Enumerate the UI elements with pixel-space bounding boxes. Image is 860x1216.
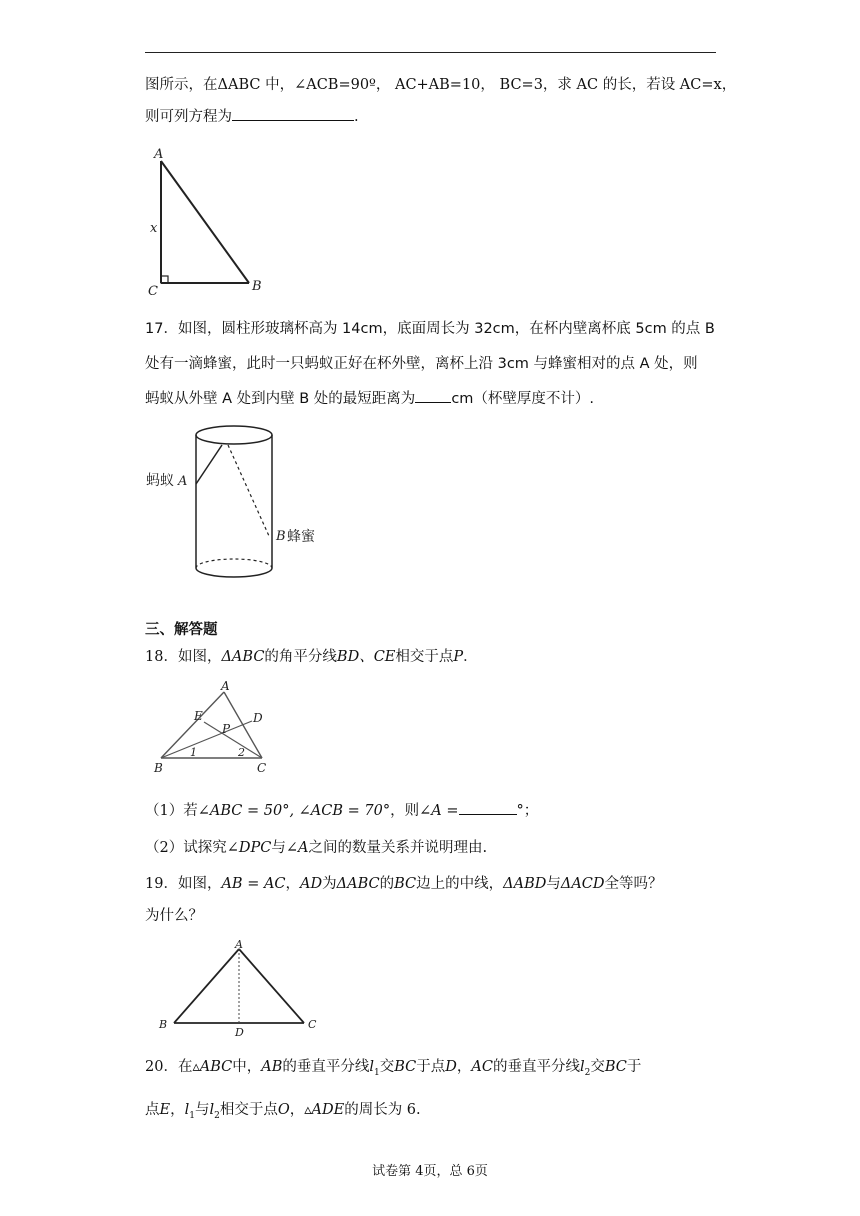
q16-right-angle-mark [161,276,168,283]
q16-label-c: C [148,284,158,299]
q20-l2-d: 相交于点 [219,1102,278,1118]
q18-label-b: B [154,761,163,775]
q20-bc: BC [394,1059,417,1075]
q18-part-1 [145,800,538,821]
q18-p1-a: （1）若 [145,803,198,819]
q20-l2-e: ， [289,1102,305,1118]
q16-figure [140,145,270,299]
section-3-title: 三、解答题 [145,622,218,638]
q20-c: 的垂直平分线 [282,1059,370,1075]
q18-tri: ΔABC [221,649,265,665]
q20-a: 20．在 [145,1059,193,1075]
q16-answer-blank [232,106,354,121]
q18-p1-c: ∠A = [419,803,459,819]
q19-e: 边上的中线， [416,876,504,892]
q19-line-2: 为什么？ [145,908,203,924]
header-rule [145,52,716,53]
q20-l2: l [580,1059,585,1075]
q19-side-ab [174,949,239,1023]
q18-p2-d: ∠A [285,840,309,856]
q20-E: E [159,1102,171,1118]
q18-p2-e: 之间的数量关系并说明理由. [308,840,488,856]
q20-l2-a: 点 [145,1102,160,1118]
q18-bisector-ce [204,722,262,758]
q20-line2-l2: l [209,1102,215,1118]
q20-line2-l1: l [184,1102,190,1118]
q17-bottom-front-arc [196,568,272,577]
q18-p2-b: ∠DPC [226,840,272,856]
page-footer: 试卷第 4页，总 6页 [372,1164,488,1179]
q16-label-a: A [154,147,164,162]
q20-g: 的垂直平分线 [493,1059,580,1075]
q18-label-angle-1: 1 [190,746,197,759]
q17-line-2: 处有一滴蜂蜜，此时一只蚂蚁正好在杯外壁，离杯上沿 3cm 与蜂蜜相对的点 A 处，则 [145,356,698,372]
q20-D: D [445,1059,457,1075]
q20-line-2 [145,1100,421,1126]
q16-line-2-text: 则可列方程为 [145,109,232,125]
q17-top-ellipse [196,426,272,444]
q20-l2-sub: 2 [584,1067,591,1078]
q19-side-ac [239,949,304,1023]
q19-tri: ΔABC [336,876,380,892]
q18-p2-c: 与 [271,840,286,856]
q16-label-b: B [252,279,262,294]
q18-line-1 [145,647,478,667]
q19-acd: ΔACD [560,876,605,892]
q19-d: 的 [379,876,395,892]
q20-b: 中， [232,1059,262,1075]
q18-text-e: ． [463,649,478,665]
q20-bc2: BC [604,1059,627,1075]
q19-label-a: A [235,938,243,951]
q19-b: ， [285,876,301,892]
q20-ab: AB [261,1059,283,1075]
q20-tri: ▵ABC [192,1059,233,1075]
q17-cylinder-figure [140,418,340,593]
q18-bd-ce: BD、CE [336,649,396,665]
q19-a: 19．如图， [145,876,222,892]
q18-p1-math: ∠ABC = 50°, ∠ACB = 70° [197,803,391,819]
q20-O: O [277,1102,290,1118]
q20-tri-ade: ▵ADE [304,1102,345,1118]
q19-c: 为 [322,876,337,892]
q20-d: 交 [379,1059,395,1075]
q19-figure [155,940,335,1040]
q18-p1-d: °； [516,803,539,819]
q20-line-1 [145,1057,641,1083]
q17-label-a: A [178,474,188,489]
q20-ac: AC [471,1059,493,1075]
q19-label-d: D [235,1026,244,1039]
q16-line-1: 图所示，在ΔABC 中，∠ACB=90º， AC+AB=10， BC=3，求 AC 的长，若设 AC=x， [145,77,737,93]
q17-line-3-text: 蚂蚁从外壁 A 处到内壁 B 处的最短距离为 [145,391,416,407]
q19-ad: AD [300,876,323,892]
q20-h: 交 [590,1059,605,1075]
q16-label-x: x [150,221,158,236]
q18-label-angle-2: 2 [238,746,245,759]
q20-l2-b: ， [170,1102,185,1118]
q18-label-c: C [257,761,267,775]
q19-line-1 [145,874,663,894]
q17-line-3-end: cm（杯壁厚度不计）. [451,391,595,407]
q20-l1-sub: 1 [374,1067,380,1078]
q20-l2-f: 的周长为 6. [344,1102,421,1118]
q16-side-ab [161,161,249,283]
q20-l2-c: 与 [194,1102,210,1118]
q17-label-b: B [276,529,286,544]
q19-bc: BC [394,876,417,892]
q18-answer-blank [459,800,517,815]
q19-abd: ΔABD [503,876,547,892]
q17-label-honey: 蜂蜜 [287,529,315,545]
q17-line-1: 17．如图，圆柱形玻璃杯高为 14cm，底面周长为 32cm，在杯内壁离杯底 5cm 的点 B [145,321,715,337]
q19-label-c: C [308,1018,317,1031]
q20-f: ， [456,1059,472,1075]
q18-label-d: D [253,711,263,725]
q18-figure [148,680,288,780]
q20-line2-l2-sub: 2 [214,1110,220,1121]
q17-path-outer [196,445,222,484]
q19-eq: AB = AC [221,876,286,892]
q17-path-inner-dashed [228,445,269,536]
q17-bottom-back-arc [196,559,272,568]
q18-text-a: 18．如图， [145,649,222,665]
q18-text-b: 的角平分线 [264,649,337,665]
q17-label-ant: 蚂蚁 [146,473,174,489]
q18-label-e: E [194,709,203,723]
q17-line-3 [145,388,594,409]
q18-p1-b: ，则 [390,803,420,819]
q20-e: 于点 [416,1059,446,1075]
q20-i: 于 [626,1059,642,1075]
q18-p: P [453,649,464,665]
q20-line2-l1-sub: 1 [189,1110,195,1121]
q19-label-b: B [159,1018,168,1031]
q20-l1: l [369,1059,375,1075]
q18-label-a: A [221,679,230,693]
q18-part-2 [145,838,487,858]
q18-label-p: P [222,722,231,736]
q19-g: 全等吗？ [604,876,663,892]
q16-line-2-end: . [354,109,359,125]
q17-answer-blank [415,388,451,403]
q18-text-d: 相交于点 [395,649,454,665]
q16-line-2 [145,106,359,127]
q19-f: 与 [546,876,561,892]
q18-p2-a: （2）试探究 [145,840,227,856]
